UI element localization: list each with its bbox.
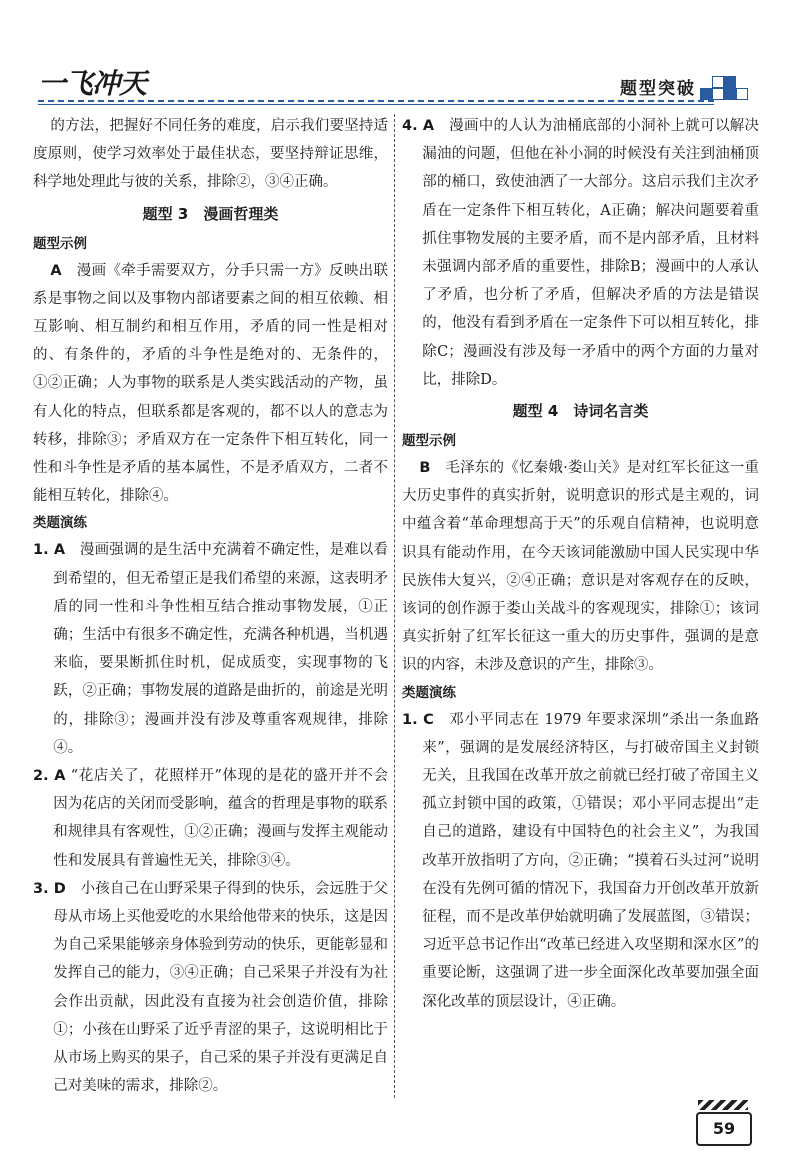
column-divider	[394, 114, 395, 1098]
right-column	[402, 112, 759, 1016]
topic-3-example	[33, 257, 388, 511]
header-dashed-rule	[38, 100, 714, 102]
practice-item-3	[33, 875, 388, 1101]
practice-item-1	[33, 536, 388, 762]
left-column	[33, 112, 388, 1101]
page-header	[0, 0, 800, 110]
topic-3-example-label: 题型示例	[33, 235, 87, 252]
answer-letter: 2. A	[33, 768, 66, 785]
explanation-text: 毛泽东的《忆秦娥·娄山关》是对红军长征这一重大历史事件的真实折射，说明意识的形式是主观的，词中蕴含着“革命理想高于天”的乐观自信精神，也说明意识具有能动作用，在今天该词能激励中国人民实现中华民族伟大复兴，②④正确；意识是对客观存在的反映，该词的创作源于娄山关战斗的客观现实，排除①；该词真实折射了红军长征这一重大的历史事件，强调的是意识的内容，未涉及意识的产生，排除③。	[402, 460, 759, 674]
page-number-stripes	[698, 1100, 748, 1110]
practice-item-2	[33, 762, 388, 875]
section-title: 题型突破	[620, 79, 696, 99]
topic-4-heading: 题型 4 诗词名言类	[512, 402, 649, 421]
topic-4-practice-label: 类题演练	[402, 684, 456, 701]
practice-item-r1	[402, 706, 759, 1016]
topic-3-heading: 题型 3 漫画哲理类	[142, 204, 279, 223]
answer-letter: 4. A	[402, 118, 435, 134]
explanation-text: 漫画《牵手需要双方，分手只需一方》反映出联系是事物之间以及事物内部诸要素之间的相互依赖、相互影响、相互制约和相互作用，矛盾的同一性是相对的、有条件的，矛盾的斗争性是绝对的、无条件的，①②正确；人为事物的联系是人类实践活动的产物，虽有人化的特点，但联系都是客观的，都不以人的意志为转移，排除③；矛盾双方在一定条件下相互转化，同一性和斗争性是矛盾的基本属性，不是矛盾双方，二者不能相互转化，排除④。	[33, 262, 388, 505]
explanation-text: “花店关了，花照样开”体现的是花的盛开并不会因为花店的关闭而受影响，蕴含的哲理是事物的联系和规律具有客观性，①②正确；漫画与发挥主观能动性和发展具有普遍性无关，排除③④。	[53, 768, 389, 869]
topic-4-example	[402, 454, 759, 680]
page-number: 59	[696, 1112, 752, 1146]
explanation-text: 漫画中的人认为油桶底部的小洞补上就可以解决漏油的问题，但他在补小洞的时候没有关注到油桶顶部的桶口，致使油洒了一大部分。这启示我们主次矛盾在一定条件下相互转化，A正确；解决问题要着重抓住事物发展的主要矛盾，而不是内部矛盾，且材料未强调内部矛盾的重要性，排除B；漫画中的人承认了矛盾，也分析了矛盾，但解决矛盾的方法是错误的，他没有看到矛盾在一定条件下可以相互转化，排除C；漫画没有涉及每一矛盾中的两个方面的力量对比，排除D。	[422, 118, 759, 388]
explanation-text: 小孩自己在山野采果子得到的快乐，会远胜于父母从市场上买他爱吃的水果给他带来的快乐，这是因为自己采果能够亲身体验到劳动的快乐，更能彰显和发挥自己的能力，③④正确；自己采果子并没有为社会作出贡献，因此没有直接为社会创造价值，排除①；小孩在山野采了近乎青涩的果子，这说明相比于从市场上购买的果子，自己采的果子并没有更满足自己对美味的需求，排除②。	[53, 880, 388, 1095]
explanation-text: 邓小平同志在 1979 年要求深圳“杀出一条血路来”，强调的是发展经济特区，与打破帝国主义封锁无关，且我国在改革开放之前就已经打破了帝国主义孤立封锁中国的政策，①错误；邓小平同志提出“走自己的道路，建设有中国特色的社会主义”，为我国改革开放指明了方向，②正确；“摸着石头过河”说明在没有先例可循的情况下，我国奋力开创改革开放新征程，而不是改革伊始就明确了发展蓝图，③错误；习近平总书记作出“改革已经进入攻坚期和深水区”的重要论断，这强调了进一步全面深化改革要加强全面深化改革的顶层设计，④正确。	[422, 711, 759, 1010]
topic-4-example-label: 题型示例	[402, 433, 456, 450]
answer-letter: 3. D	[33, 880, 66, 897]
answer-letter: 1. C	[402, 711, 434, 728]
practice-item-4	[402, 112, 759, 394]
answer-letter: 1. A	[33, 542, 66, 559]
decorative-blocks-icon	[700, 74, 750, 100]
topic-3-practice-label: 类题演练	[33, 515, 87, 532]
header-rule	[38, 104, 714, 105]
intro-paragraph: 的方法，把握好不同任务的难度，启示我们要坚持适度原则，使学习效率处于最佳状态，要坚持辩证思维，科学地处理此与彼的关系，排除②，③④正确。	[33, 118, 388, 191]
explanation-text: 漫画强调的是生活中充满着不确定性，是难以看到希望的，但无希望正是我们希望的来源，这表明矛盾的同一性和斗争性相互结合推动事物发展，①正确；生活中有很多不确定性，充满各种机遇，当机遇来临，要果断抓住时机，促成质变，实现事物的飞跃，②正确；事物发展的道路是曲折的，前途是光明的，排除③；漫画并没有涉及尊重客观规律，排除④。	[53, 542, 388, 756]
answer-letter: B	[419, 460, 431, 477]
answer-letter: A	[50, 262, 62, 279]
brand-logo: 一飞冲天	[38, 67, 147, 100]
